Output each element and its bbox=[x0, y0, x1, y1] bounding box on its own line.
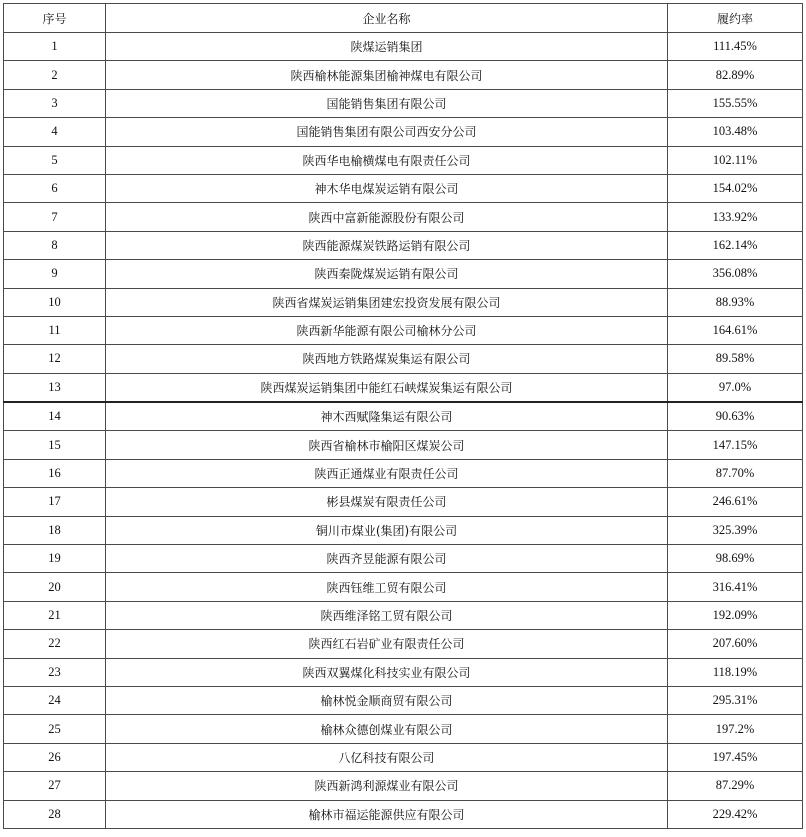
row-fulfillment-rate: 133.92% bbox=[668, 203, 803, 231]
row-fulfillment-rate: 164.61% bbox=[668, 316, 803, 344]
row-company-name: 陕西省榆林市榆阳区煤炭公司 bbox=[106, 431, 668, 459]
table-row bbox=[4, 89, 803, 117]
row-index: 26 bbox=[4, 743, 106, 771]
row-company-name: 八亿科技有限公司 bbox=[106, 743, 668, 771]
row-company-name: 陕西齐昱能源有限公司 bbox=[106, 545, 668, 573]
row-company-name: 神木华电煤炭运销有限公司 bbox=[106, 174, 668, 202]
row-fulfillment-rate: 147.15% bbox=[668, 431, 803, 459]
row-index: 23 bbox=[4, 658, 106, 686]
row-company-name: 榆林悦金顺商贸有限公司 bbox=[106, 686, 668, 714]
row-fulfillment-rate: 154.02% bbox=[668, 174, 803, 202]
row-index: 12 bbox=[4, 345, 106, 373]
row-index: 15 bbox=[4, 431, 106, 459]
row-company-name: 陕西华电榆横煤电有限责任公司 bbox=[106, 146, 668, 174]
row-company-name: 陕西新鸿利源煤业有限公司 bbox=[106, 772, 668, 800]
table-row bbox=[4, 658, 803, 686]
row-company-name: 铜川市煤业(集团)有限公司 bbox=[106, 516, 668, 544]
table-row bbox=[4, 686, 803, 714]
table-row bbox=[4, 800, 803, 828]
table-header bbox=[4, 4, 803, 33]
row-company-name: 神木西赋隆集运有限公司 bbox=[106, 402, 668, 431]
table-row bbox=[4, 402, 803, 431]
row-fulfillment-rate: 155.55% bbox=[668, 89, 803, 117]
table-row bbox=[4, 146, 803, 174]
row-fulfillment-rate: 316.41% bbox=[668, 573, 803, 601]
table-row bbox=[4, 459, 803, 487]
row-index: 11 bbox=[4, 316, 106, 344]
row-fulfillment-rate: 229.42% bbox=[668, 800, 803, 828]
row-fulfillment-rate: 89.58% bbox=[668, 345, 803, 373]
table-row bbox=[4, 601, 803, 629]
row-company-name: 陕西红石岩矿业有限责任公司 bbox=[106, 630, 668, 658]
row-company-name: 国能销售集团有限公司西安分公司 bbox=[106, 118, 668, 146]
table-row bbox=[4, 118, 803, 146]
row-company-name: 陕西地方铁路煤炭集运有限公司 bbox=[106, 345, 668, 373]
table-row bbox=[4, 488, 803, 516]
header-index: 序号 bbox=[4, 4, 106, 33]
row-fulfillment-rate: 356.08% bbox=[668, 260, 803, 288]
row-fulfillment-rate: 98.69% bbox=[668, 545, 803, 573]
row-index: 6 bbox=[4, 174, 106, 202]
table-row bbox=[4, 288, 803, 316]
row-index: 24 bbox=[4, 686, 106, 714]
row-fulfillment-rate: 197.45% bbox=[668, 743, 803, 771]
row-fulfillment-rate: 325.39% bbox=[668, 516, 803, 544]
header-fulfillment-rate: 履约率 bbox=[668, 4, 803, 33]
table-row bbox=[4, 516, 803, 544]
row-index: 14 bbox=[4, 402, 106, 431]
table-row bbox=[4, 545, 803, 573]
row-index: 16 bbox=[4, 459, 106, 487]
row-fulfillment-rate: 90.63% bbox=[668, 402, 803, 431]
row-index: 3 bbox=[4, 89, 106, 117]
row-index: 8 bbox=[4, 231, 106, 259]
row-fulfillment-rate: 118.19% bbox=[668, 658, 803, 686]
table-row bbox=[4, 743, 803, 771]
row-fulfillment-rate: 97.0% bbox=[668, 373, 803, 402]
row-fulfillment-rate: 82.89% bbox=[668, 61, 803, 89]
row-fulfillment-rate: 87.29% bbox=[668, 772, 803, 800]
row-company-name: 陕西能源煤炭铁路运销有限公司 bbox=[106, 231, 668, 259]
table-row bbox=[4, 573, 803, 601]
row-index: 27 bbox=[4, 772, 106, 800]
row-company-name: 榆林众德创煤业有限公司 bbox=[106, 715, 668, 743]
row-fulfillment-rate: 207.60% bbox=[668, 630, 803, 658]
row-fulfillment-rate: 111.45% bbox=[668, 33, 803, 61]
row-index: 22 bbox=[4, 630, 106, 658]
row-fulfillment-rate: 162.14% bbox=[668, 231, 803, 259]
row-fulfillment-rate: 246.61% bbox=[668, 488, 803, 516]
table-row bbox=[4, 260, 803, 288]
row-index: 17 bbox=[4, 488, 106, 516]
table-body bbox=[4, 33, 803, 829]
header-row bbox=[4, 4, 803, 33]
row-company-name: 陕西秦陇煤炭运销有限公司 bbox=[106, 260, 668, 288]
row-fulfillment-rate: 192.09% bbox=[668, 601, 803, 629]
row-company-name: 陕西煤炭运销集团中能红石峡煤炭集运有限公司 bbox=[106, 373, 668, 402]
row-fulfillment-rate: 102.11% bbox=[668, 146, 803, 174]
row-company-name: 陕西新华能源有限公司榆林分公司 bbox=[106, 316, 668, 344]
row-index: 19 bbox=[4, 545, 106, 573]
row-company-name: 陕西省煤炭运销集团建宏投资发展有限公司 bbox=[106, 288, 668, 316]
header-company-name: 企业名称 bbox=[106, 4, 668, 33]
row-index: 25 bbox=[4, 715, 106, 743]
table-row bbox=[4, 630, 803, 658]
row-company-name: 彬县煤炭有限责任公司 bbox=[106, 488, 668, 516]
row-index: 13 bbox=[4, 373, 106, 402]
table-row bbox=[4, 231, 803, 259]
row-fulfillment-rate: 197.2% bbox=[668, 715, 803, 743]
row-company-name: 陕西中富新能源股份有限公司 bbox=[106, 203, 668, 231]
row-fulfillment-rate: 103.48% bbox=[668, 118, 803, 146]
row-index: 18 bbox=[4, 516, 106, 544]
row-fulfillment-rate: 295.31% bbox=[668, 686, 803, 714]
row-company-name: 陕西榆林能源集团榆神煤电有限公司 bbox=[106, 61, 668, 89]
row-company-name: 陕西双翼煤化科技实业有限公司 bbox=[106, 658, 668, 686]
row-index: 28 bbox=[4, 800, 106, 828]
row-company-name: 陕西维泽铭工贸有限公司 bbox=[106, 601, 668, 629]
row-index: 1 bbox=[4, 33, 106, 61]
table-row bbox=[4, 431, 803, 459]
row-fulfillment-rate: 87.70% bbox=[668, 459, 803, 487]
row-index: 9 bbox=[4, 260, 106, 288]
table-row bbox=[4, 715, 803, 743]
row-index: 10 bbox=[4, 288, 106, 316]
fulfillment-rate-table-container bbox=[3, 3, 802, 829]
table-row bbox=[4, 373, 803, 402]
table-row bbox=[4, 772, 803, 800]
row-fulfillment-rate: 88.93% bbox=[668, 288, 803, 316]
table-row bbox=[4, 345, 803, 373]
row-company-name: 陕西正通煤业有限责任公司 bbox=[106, 459, 668, 487]
row-company-name: 陕煤运销集团 bbox=[106, 33, 668, 61]
row-company-name: 国能销售集团有限公司 bbox=[106, 89, 668, 117]
row-index: 20 bbox=[4, 573, 106, 601]
row-index: 2 bbox=[4, 61, 106, 89]
table-row bbox=[4, 61, 803, 89]
row-index: 4 bbox=[4, 118, 106, 146]
row-index: 5 bbox=[4, 146, 106, 174]
row-company-name: 陕西钰维工贸有限公司 bbox=[106, 573, 668, 601]
row-company-name: 榆林市福运能源供应有限公司 bbox=[106, 800, 668, 828]
table-row bbox=[4, 174, 803, 202]
table-row bbox=[4, 203, 803, 231]
table-row bbox=[4, 33, 803, 61]
fulfillment-rate-table bbox=[3, 3, 803, 829]
row-index: 21 bbox=[4, 601, 106, 629]
row-index: 7 bbox=[4, 203, 106, 231]
table-row bbox=[4, 316, 803, 344]
